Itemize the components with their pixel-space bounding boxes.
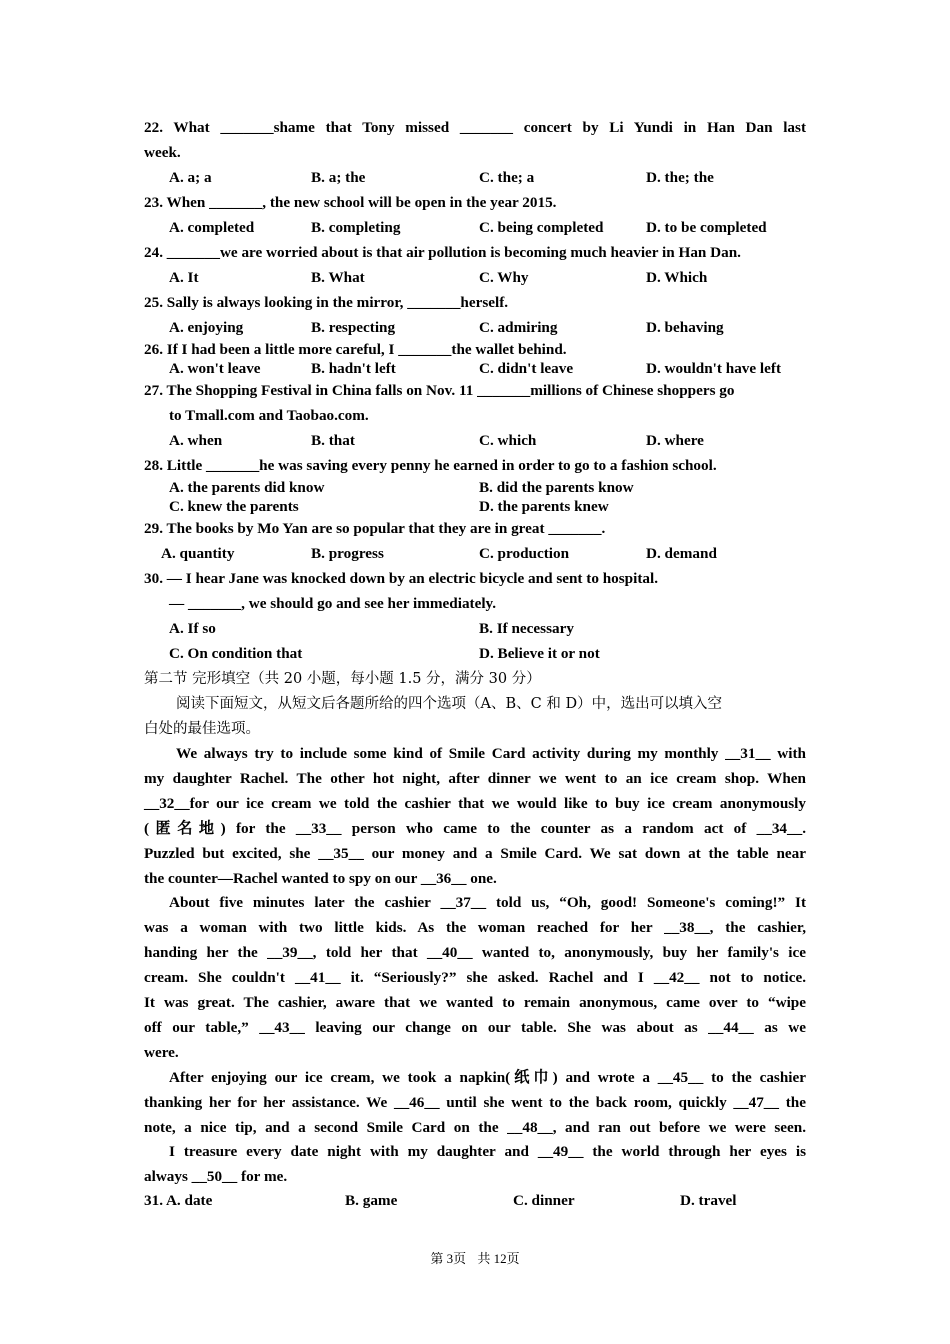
passage-line: the counter—Rachel wanted to spy on our __36__ one. bbox=[144, 870, 497, 887]
question-26-stem: 26. If I had been a little more careful, I _______the wallet behind. bbox=[144, 341, 567, 358]
question-30-reply: — _______, we should go and see her immediately. bbox=[169, 595, 497, 612]
q30-option-c: C. On condition that bbox=[169, 645, 303, 662]
question-27-stem: 27. The Shopping Festival in China falls on Nov. 11 _______millions of Chinese shoppers go bbox=[144, 382, 735, 399]
q22-option-a: A. a; a bbox=[169, 169, 212, 186]
page-number: 第 3页 bbox=[430, 1251, 467, 1266]
passage-line: my daughter Rachel. The other hot night, after dinner we went to an ice cream shop. When bbox=[144, 770, 806, 787]
q27-option-d: D. where bbox=[646, 432, 704, 449]
passage-line: I treasure every date night with my daughter and __49__ the world through her eyes is bbox=[169, 1143, 806, 1160]
q30-option-a: A. If so bbox=[169, 620, 216, 637]
passage-line: off our table,” __43__ leaving our change on our table. She was about as __44__ as we bbox=[144, 1019, 806, 1036]
q27-option-c: C. which bbox=[479, 432, 537, 449]
question-24-stem: 24. _______we are worried about is that air pollution is becoming much heavier in Han Dan. bbox=[144, 244, 741, 261]
q25-option-d: D. behaving bbox=[646, 319, 724, 336]
q28-option-b: B. did the parents know bbox=[479, 479, 634, 496]
passage-line: __32__for our ice cream we told the cashier that we would like to buy ice cream anonymously bbox=[144, 795, 806, 812]
passage-line: About five minutes later the cashier __37__ told us, “Oh, good! Someone's coming!” It bbox=[169, 894, 806, 911]
passage-line: was a woman with two little kids. As the woman reached for her __38__, the cashier, bbox=[144, 919, 806, 936]
q28-option-c: C. knew the parents bbox=[169, 498, 299, 515]
q22-option-d: D. the; the bbox=[646, 169, 714, 186]
q25-option-a: A. enjoying bbox=[169, 319, 244, 336]
q25-option-b: B. respecting bbox=[311, 319, 396, 336]
question-29-stem: 29. The books by Mo Yan are so popular that they are in great _______. bbox=[144, 520, 606, 537]
q27-option-a: A. when bbox=[169, 432, 223, 449]
q23-option-b: B. completing bbox=[311, 219, 401, 236]
q29-option-b: B. progress bbox=[311, 545, 384, 562]
section-instruction-cont: 白处的最佳选项。 bbox=[144, 721, 260, 737]
question-22-stem: 22. What _______shame that Tony missed _______ concert by Li Yundi in Han Dan last bbox=[144, 119, 806, 136]
passage-line: note, a nice tip, and a second Smile Card on the __48__, and ran out before we were seen. bbox=[144, 1119, 806, 1136]
passage-line: were. bbox=[144, 1044, 179, 1061]
question-27-stem-cont: to Tmall.com and Taobao.com. bbox=[169, 407, 369, 424]
passage-line: always __50__ for me. bbox=[144, 1168, 288, 1185]
passage-line: Puzzled but excited, she __35__ our money and a Smile Card. We sat down at the table near bbox=[144, 845, 806, 862]
q22-option-b: B. a; the bbox=[311, 169, 366, 186]
q26-option-c: C. didn't leave bbox=[479, 360, 574, 377]
q23-option-d: D. to be completed bbox=[646, 219, 767, 236]
q30-option-b: B. If necessary bbox=[479, 620, 574, 637]
q31-option-b: B. game bbox=[345, 1192, 398, 1209]
q27-option-b: B. that bbox=[311, 432, 355, 449]
passage-line: After enjoying our ice cream, we took a napkin(纸巾) and wrote a __45__ to the cashier bbox=[169, 1069, 806, 1086]
question-28-stem: 28. Little _______he was saving every penny he earned in order to go to a fashion school. bbox=[144, 457, 717, 474]
q25-option-c: C. admiring bbox=[479, 319, 558, 336]
q23-option-c: C. being completed bbox=[479, 219, 604, 236]
q26-option-d: D. wouldn't have left bbox=[646, 360, 782, 377]
q28-option-d: D. the parents knew bbox=[479, 498, 609, 515]
passage-line: We always try to include some kind of Smile Card activity during my monthly __31__ with bbox=[176, 745, 806, 762]
section-instruction: 阅读下面短文，从短文后各题所给的四个选项（A、B、C 和 D）中，选出可以填入空 bbox=[176, 696, 723, 712]
q24-option-b: B. What bbox=[311, 269, 365, 286]
q29-option-d: D. demand bbox=[646, 545, 717, 562]
q30-option-d: D. Believe it or not bbox=[479, 645, 600, 662]
page-footer bbox=[0, 1248, 950, 1267]
q31-option-a: 31. A. date bbox=[144, 1192, 213, 1209]
q24-option-a: A. It bbox=[169, 269, 199, 286]
question-25-stem: 25. Sally is always looking in the mirror, _______herself. bbox=[144, 294, 509, 311]
q31-option-d: D. travel bbox=[680, 1192, 737, 1209]
q26-option-a: A. won't leave bbox=[169, 360, 261, 377]
q28-option-a: A. the parents did know bbox=[169, 479, 325, 496]
question-22-stem-cont: week. bbox=[144, 144, 181, 161]
question-23-stem: 23. When _______, the new school will be open in the year 2015. bbox=[144, 194, 557, 211]
q23-option-a: A. completed bbox=[169, 219, 255, 236]
passage-line: cream. She couldn't __41__ it. “Seriously?” she asked. Rachel and I __42__ not to notice. bbox=[144, 969, 806, 986]
passage-line: thanking her for her assistance. We __46__ until she went to the back room, quickly __47__ the bbox=[144, 1094, 806, 1111]
q24-option-c: C. Why bbox=[479, 269, 529, 286]
q29-option-c: C. production bbox=[479, 545, 570, 562]
passage-line: It was great. The cashier, aware that we wanted to remain anonymous, came over to “wipe bbox=[144, 994, 806, 1011]
q24-option-d: D. Which bbox=[646, 269, 708, 286]
q29-option-a: A. quantity bbox=[161, 545, 235, 562]
question-30-stem: 30. — I hear Jane was knocked down by an electric bicycle and sent to hospital. bbox=[144, 570, 659, 587]
passage-line: (匿名地) for the __33__ person who came to the counter as a random act of __34__. bbox=[144, 820, 806, 837]
q22-option-c: C. the; a bbox=[479, 169, 535, 186]
section-heading: 第二节 完形填空（共 20 小题，每小题 1.5 分，满分 30 分） bbox=[144, 671, 541, 687]
q26-option-b: B. hadn't left bbox=[311, 360, 396, 377]
passage-line: handing her the __39__, told her that __40__ wanted to, anonymously, buy her family's ice bbox=[144, 944, 806, 961]
page-total: 共 12页 bbox=[477, 1251, 520, 1266]
q31-option-c: C. dinner bbox=[513, 1192, 575, 1209]
